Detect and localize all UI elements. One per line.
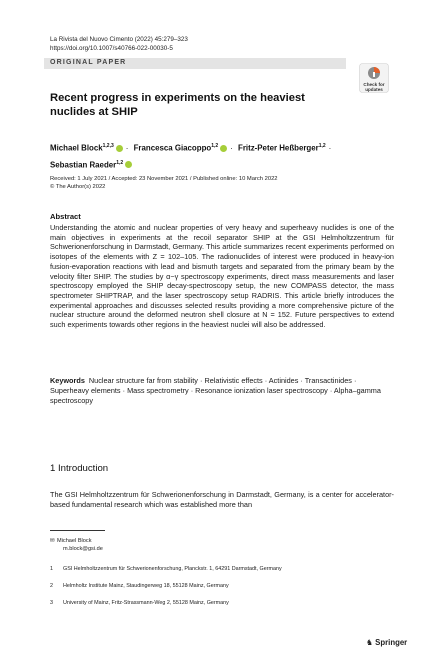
contact-name: Michael Block [57,538,92,544]
contact-email[interactable]: m.block@gsi.de [63,546,103,552]
article-type: ORIGINAL PAPER [50,59,127,66]
author-affiliation-ref: 1,2 [318,143,326,149]
author-affiliation-ref: 1,2 [116,159,124,166]
affiliation-number: 2 [50,583,53,589]
paper-title: Recent progress in experiments on the heaviest nuclides at SHIP [50,92,305,118]
section-body-text: The GSI Helmholtzzentrum für Schwerionenforschung in Darmstadt, Germany, is a center for accelerator-based fundamental research which was established more than [50,490,394,509]
keywords-text: Nuclear structure far from stability · Relativistic effects · Actinides · Transactinides · Superheavy elements · Mass spectrometry · Resonance ionization laser spectroscopy · Alpha–gamma spectroscopy [50,376,381,405]
affiliation-item [50,583,229,590]
affiliation-text: University of Mainz, Fritz-Strassmann-Weg 2, 55128 Mainz, Germany [63,600,229,606]
author-separator: · [230,143,233,153]
copyright-line: © The Author(s) 2022 [50,184,106,190]
badge-line2: updates [365,87,383,93]
badge-line1: Check for [363,82,385,87]
publisher-name: Springer [375,638,408,647]
abstract-heading: Abstract [50,212,81,221]
doi-link[interactable]: https://doi.org/10.1007/s40766-022-00030-5 [50,45,173,52]
publisher-logo [366,638,407,647]
footnote-divider [50,530,105,531]
corresponding-author [50,537,103,553]
email-icon: ✉ [50,538,55,544]
abstract-text: Understanding the atomic and nuclear properties of very heavy and superheavy nuclides is one of the main objectives in experiments at the recoil separator SHIP at the GSI Helmholtzzentrum für Schwerionenforschung in Darmstadt, Germany. This article summarizes recent experiments performed on isotopes of the elements with Z = 102–105. The radionuclides of interest were produced in heavy-ion fusion-evaporation reactions with lead and bismuth targets and separated from the primary beam by the velocity filter SHIP. The studies by α−γ spectroscopy experiments, direct mass measurements and laser spectroscopy employed the SHIP decay-spectroscopy setup, the new COMPASS detector, the mass spectrometer SHIPTRAP, and the laser spectroscopy setup RADRIS. This article briefly introduces the experimental approaches and discusses selected results providing a more comprehensive picture of the nuclear structure around the deformed neutron shell closure at N = 152. Future perspectives to extend such experiments towards other regions in the heaviest nuclei will also be addressed. [50,223,394,330]
section-heading: 1 Introduction [50,463,109,474]
author-separator: · [328,143,332,153]
affiliation-item [50,566,282,573]
dates-line: Received: 1 July 2021 / Accepted: 23 November 2021 / Published online: 10 March 2022 [50,176,278,182]
author-affiliation-ref: 1,2,3 [102,143,114,149]
keywords-label: Keywords [50,376,85,385]
affiliation-item [50,600,229,607]
affiliation-number: 1 [50,566,53,572]
author-list [50,139,395,172]
author-separator: · [125,143,129,153]
affiliation-text: Helmholtz Institute Mainz, Staudingerweg 18, 55128 Mainz, Germany [63,583,229,589]
check-for-updates-label [357,82,391,92]
author-name[interactable]: Michael Block [50,143,103,153]
author-name[interactable]: Fritz-Peter Heßberger [238,143,319,153]
orcid-icon[interactable] [116,145,123,152]
author-name[interactable]: Sebastian Raeder [50,160,117,170]
affiliation-number: 3 [50,600,53,606]
author-name[interactable]: Francesca Giacoppo [133,143,212,153]
author-affiliation-ref: 1,2 [211,143,219,149]
journal-citation: La Rivista del Nuovo Cimento (2022) 45:279–323 [50,36,188,43]
keywords [50,376,394,405]
horse-icon: ♞ [366,638,376,647]
orcid-icon[interactable] [125,161,132,168]
affiliation-text: GSI Helmholtzzentrum für Schwerionenforschung, Planckstr. 1, 64291 Darmstadt, Germany [63,566,282,572]
publication-dates [50,175,395,191]
